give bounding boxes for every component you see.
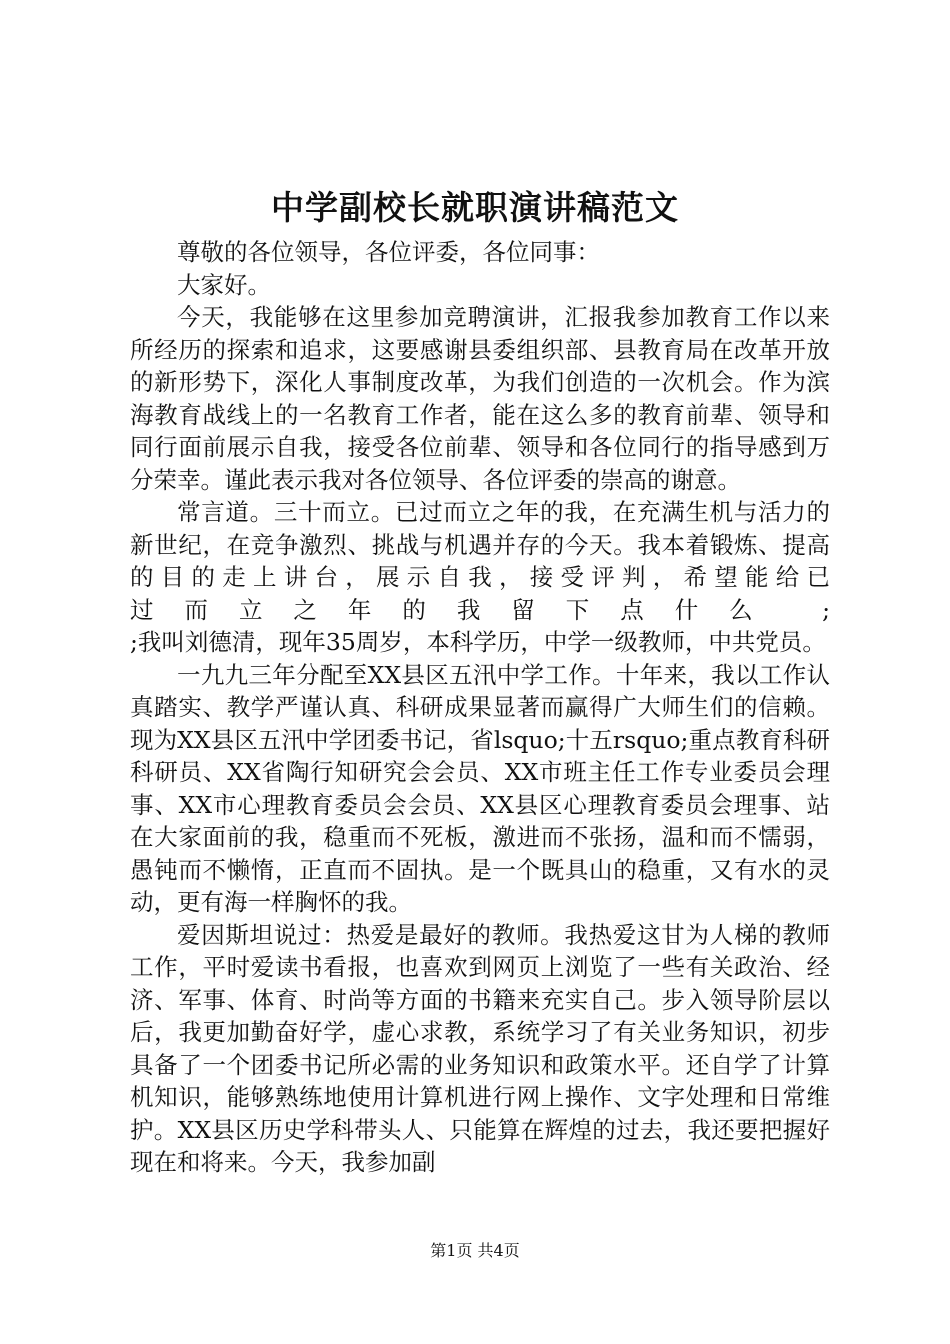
paragraph: 常言道。三十而立。已过而立之年的我，在充满生机与活力的新世纪，在竞争激烈、挑战与机遇并存的今天。我本着锻炼、提高的目的走上讲台，展示自我，接受评判，希望能给已 — [130, 498, 830, 591]
paragraph: 爱因斯坦说过：热爱是最好的教师。我热爱这甘为人梯的教师工作，平时爱读书看报，也喜欢到网页上浏览了一些有关政治、经济、军事、体育、时尚等方面的书籍来充实自己。步入领导阶层以后，我更加勤奋好学，虚心求教，系统学习了有关业务知识，初步具备了一个团委书记所必需的业务知识和政策水平。还自学了计算机知识，能够熟练地使用计算机进行网上操作、文字处理和日常维护。XX县区历史学科带头人、只能算在辉煌的过去，我还要把握好现在和将来。今天，我参加副 — [130, 920, 830, 1176]
document-title: 中学副校长就职演讲稿范文 — [271, 188, 679, 227]
paragraph: 今天，我能够在这里参加竞聘演讲，汇报我参加教育工作以来所经历的探索和追求，这要感谢县委组织部、县教育局在改革开放的新形势下，深化人事制度改革，为我们创造的一次机会。作为滨海教育战线上的一名教育工作者，能在这么多的教育前辈、领导和同行面前展示自我，接受各位前辈、领导和各位同行的指导感到万分荣幸。谨此表示我对各位领导、各位评委的崇高的谢意。 — [130, 303, 830, 494]
paragraph-line: 过而立之年的我留下点什么 ; — [130, 595, 830, 624]
paragraph: ;我叫刘德清，现年35周岁，本科学历，中学一级教师，中共党员。 — [130, 628, 826, 656]
salutation: 尊敬的各位领导，各位评委，各位同事： — [177, 238, 600, 266]
page-footer: 第1页 共4页 — [430, 1241, 520, 1260]
paragraph: 一九九三年分配至XX县区五汛中学工作。十年来，我以工作认真踏实、教学严谨认真、科研成果显著而赢得广大师生们的信赖。现为XX县区五汛中学团委书记，省lsquo;十五rsquo;重点教育科研科研员、XX省陶行知研究会会员、XX市班主任工作专业委员会理事、XX市心理教育委员会会员、XX县区心理教育委员会理事、站在大家面前的我，稳重而不死板，激进而不张扬，温和而不懦弱，愚钝而不懒惰，正直而不固执。是一个既具山的稳重，又有水的灵动，更有海一样胸怀的我。 — [130, 660, 830, 916]
greeting: 大家好。 — [177, 270, 271, 299]
document-body — [130, 236, 830, 1179]
